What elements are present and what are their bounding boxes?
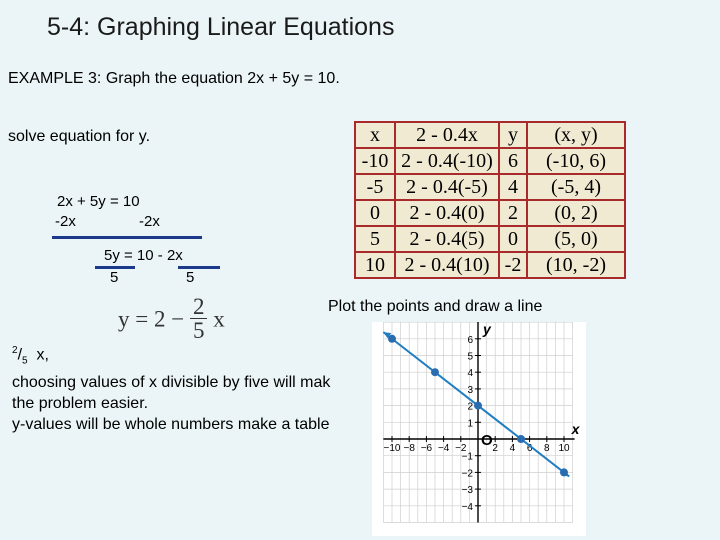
table-cell: -10	[355, 148, 395, 174]
table-row	[355, 200, 625, 226]
table-cell: -2	[499, 252, 527, 278]
work-subtract-right: -2x	[139, 213, 160, 230]
table-cell: (-10, 6)	[527, 148, 625, 174]
y-tick-label: 6	[467, 334, 473, 346]
table-cell: (0, 2)	[527, 200, 625, 226]
data-point	[388, 335, 396, 343]
y-tick-label: −4	[461, 501, 473, 513]
explanation-paragraph	[12, 340, 330, 435]
formula-denominator: 5	[192, 318, 205, 343]
table-header-row	[355, 122, 625, 148]
divide-underline-right	[178, 266, 220, 269]
data-point	[474, 402, 482, 410]
work-line-3: 5y = 10 - 2x	[104, 247, 183, 264]
table-header: 2 - 0.4x	[395, 122, 499, 148]
table-header: y	[499, 122, 527, 148]
table-cell: 5	[355, 226, 395, 252]
y-axis-label: y	[483, 322, 491, 338]
table-cell: 10	[355, 252, 395, 278]
formula-fraction	[190, 296, 208, 343]
table-cell: 4	[499, 174, 527, 200]
work-line-1: 2x + 5y = 10	[57, 193, 140, 210]
data-point	[560, 468, 568, 476]
x-tick-label: −2	[455, 443, 467, 454]
explanation-line-2: choosing values of x divisible by five will mak	[12, 373, 331, 391]
table-cell: (5, 0)	[527, 226, 625, 252]
x-tick-label: 4	[509, 443, 516, 454]
table-row	[355, 174, 625, 200]
page-title: 5-4: Graphing Linear Equations	[47, 13, 395, 41]
coordinate-graph	[372, 322, 586, 536]
plot-caption: Plot the points and draw a line	[328, 298, 543, 315]
table-cell: (-5, 4)	[527, 174, 625, 200]
work-subtract-left: -2x	[55, 213, 76, 230]
table-cell: 0	[355, 200, 395, 226]
example-statement: EXAMPLE 3: Graph the equation 2x + 5y = 10.	[8, 70, 340, 87]
table-cell: 2 - 0.4(10)	[395, 252, 499, 278]
table-cell: -5	[355, 174, 395, 200]
table-cell: 0	[499, 226, 527, 252]
fraction-suffix: x,	[27, 346, 49, 364]
values-table	[354, 121, 626, 279]
y-tick-label: −3	[461, 485, 473, 497]
formula-numerator: 2	[190, 296, 208, 319]
work-underline	[52, 236, 202, 239]
table-cell: (10, -2)	[527, 252, 625, 278]
work-divisor-left: 5	[110, 269, 119, 286]
table-cell: 2 - 0.4(0)	[395, 200, 499, 226]
y-tick-label: 5	[467, 351, 473, 363]
x-tick-label: −6	[420, 443, 433, 454]
table-cell: 2 - 0.4(-10)	[395, 148, 499, 174]
x-tick-label: −10	[383, 443, 401, 454]
table-row	[355, 226, 625, 252]
data-point	[431, 368, 439, 376]
y-tick-label: 3	[467, 384, 473, 396]
x-tick-label: 8	[544, 443, 550, 454]
fraction-superscript: 2	[12, 345, 18, 356]
y-tick-label: −1	[461, 451, 473, 463]
x-tick-label: −8	[403, 443, 415, 454]
x-tick-label: −4	[437, 443, 450, 454]
x-tick-label: 2	[492, 443, 498, 454]
table-row	[355, 148, 625, 174]
solve-instruction: solve equation for y.	[8, 128, 151, 145]
fraction-subscript: 5	[22, 355, 28, 367]
table-row	[355, 252, 625, 278]
table-cell: 2	[499, 200, 527, 226]
formula-lhs: y = 2 −	[118, 306, 185, 332]
x-tick-label: 6	[526, 443, 533, 454]
work-divisor-right: 5	[186, 269, 195, 286]
x-axis-label: x	[571, 421, 580, 437]
table-header: (x, y)	[527, 122, 625, 148]
explanation-line-3: the problem easier.	[12, 394, 149, 412]
explanation-line-4: y-values will be whole numbers make a table	[12, 415, 330, 433]
table-cell: 2 - 0.4(-5)	[395, 174, 499, 200]
explanation-line-1	[12, 340, 330, 372]
y-tick-label: 4	[467, 368, 473, 380]
fraction-slash: /	[17, 346, 23, 364]
slope-intercept-formula	[118, 296, 225, 343]
origin-label: O	[481, 432, 493, 449]
y-tick-label: 2	[467, 401, 473, 413]
table-cell: 2 - 0.4(5)	[395, 226, 499, 252]
formula-variable: x	[213, 306, 225, 332]
x-tick-label: 10	[558, 443, 570, 454]
y-tick-label: −2	[461, 468, 473, 480]
table-cell: 6	[499, 148, 527, 174]
data-point	[517, 435, 525, 443]
table-header: x	[355, 122, 395, 148]
y-tick-label: 1	[467, 418, 473, 430]
